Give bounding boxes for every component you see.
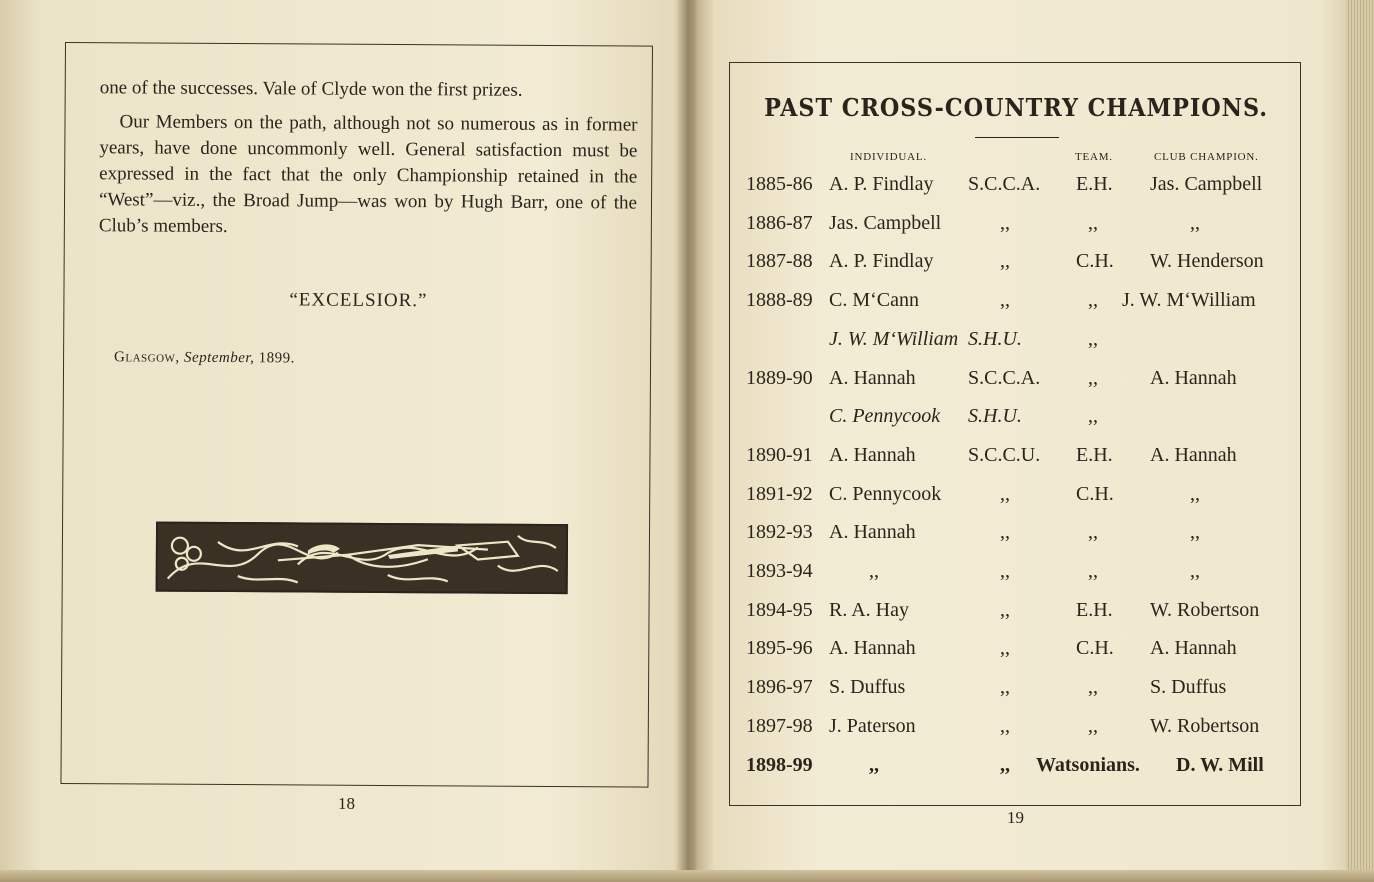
paragraph-2: Our Members on the path, although not so numerous as in former years, have done uncommonly well. General satisfaction must be expressed in the fact that the only Championship retained in the “West”—viz., the Broad Jump—was won by Hugh Barr, one of the Club’s members. bbox=[98, 111, 638, 237]
table-row bbox=[730, 173, 1302, 203]
cell-team: ,, bbox=[1088, 366, 1098, 389]
cell-year: 1890-91 bbox=[746, 443, 813, 466]
cell-team: ,, bbox=[1088, 676, 1098, 699]
cell-individual: R. A. Hay bbox=[829, 598, 909, 621]
cell-year: 1891-92 bbox=[746, 482, 813, 505]
table-row bbox=[730, 521, 1302, 551]
table-row bbox=[730, 599, 1302, 629]
cell-association: ,, bbox=[1000, 560, 1010, 582]
table-row bbox=[730, 483, 1302, 513]
cell-team: C.H. bbox=[1076, 482, 1114, 505]
cell-association: ,, bbox=[1000, 521, 1010, 544]
cell-individual: ,, bbox=[869, 560, 879, 582]
cell-individual: A. Hannah bbox=[829, 366, 916, 389]
cell-club-champion: Jas. Campbell bbox=[1150, 173, 1263, 195]
place: Glasgow, bbox=[114, 349, 180, 366]
cell-club-champion: W. Henderson bbox=[1150, 250, 1264, 273]
cell-team: ,, bbox=[1088, 521, 1098, 544]
cell-year: 1887-88 bbox=[746, 250, 813, 273]
page-edges bbox=[1346, 0, 1374, 882]
cell-year: 1886-87 bbox=[746, 211, 813, 234]
cell-individual: ,, bbox=[869, 753, 879, 776]
cell-club-champion: D. W. Mill bbox=[1176, 753, 1264, 776]
cell-team: ,, bbox=[1088, 560, 1098, 582]
cell-individual: A. Hannah bbox=[829, 521, 916, 544]
place-date bbox=[114, 349, 295, 367]
cell-club-champion: ,, bbox=[1190, 482, 1200, 505]
cell-club-champion: W. Robertson bbox=[1150, 714, 1260, 737]
cell-individual: C. Pennycook bbox=[829, 482, 942, 505]
cell-individual: S. Duffus bbox=[829, 676, 906, 699]
cell-association: ,, bbox=[1000, 753, 1010, 776]
cell-association: ,, bbox=[1000, 250, 1010, 273]
table-row bbox=[730, 212, 1302, 242]
cell-club-champion: S. Duffus bbox=[1150, 676, 1227, 699]
book-bottom-edge bbox=[0, 870, 1374, 882]
cell-association: S.C.C.U. bbox=[968, 443, 1041, 466]
cell-individual: A. P. Findlay bbox=[829, 250, 934, 273]
right-page-frame bbox=[729, 62, 1301, 806]
cell-individual: C. Pennycook bbox=[829, 405, 941, 428]
table-row bbox=[730, 676, 1302, 706]
cell-team: ,, bbox=[1088, 289, 1098, 312]
cell-year: 1897-98 bbox=[746, 714, 813, 737]
cell-team: C.H. bbox=[1076, 637, 1114, 660]
page-number-right: 19 bbox=[1007, 808, 1024, 827]
cell-year: 1892-93 bbox=[746, 521, 813, 544]
cell-club-champion: A. Hannah bbox=[1150, 637, 1237, 660]
table-row bbox=[730, 405, 1302, 435]
table-row bbox=[730, 289, 1302, 319]
cell-team: C.H. bbox=[1076, 250, 1114, 273]
cell-individual: J. Paterson bbox=[829, 714, 916, 737]
cell-year: 1888-89 bbox=[746, 289, 813, 312]
cell-club-champion: W. Robertson bbox=[1150, 598, 1260, 621]
cell-year: 1889-90 bbox=[746, 366, 813, 389]
cell-association: S.C.C.A. bbox=[968, 366, 1041, 389]
month: September, bbox=[183, 349, 255, 367]
header-individual: INDIVIDUAL. bbox=[850, 151, 927, 163]
page-number-left: 18 bbox=[338, 794, 355, 813]
cell-club-champion: ,, bbox=[1190, 211, 1200, 234]
cell-individual: C. M‘Cann bbox=[829, 289, 919, 312]
cell-individual: Jas. Campbell bbox=[829, 211, 942, 234]
header-club-champion: CLUB CHAMPION. bbox=[1154, 151, 1259, 163]
cell-club-champion: A. Hannah bbox=[1150, 443, 1237, 466]
cell-year: 1896-97 bbox=[746, 676, 813, 699]
cell-team: ,, bbox=[1088, 211, 1098, 234]
cell-club-champion: ,, bbox=[1190, 560, 1200, 582]
ornament-engraving bbox=[156, 522, 568, 595]
title-rule bbox=[975, 137, 1059, 138]
left-page-frame bbox=[60, 42, 653, 788]
cell-team: ,, bbox=[1088, 405, 1098, 428]
cell-association: S.H.U. bbox=[968, 405, 1022, 428]
cell-association: ,, bbox=[1000, 637, 1010, 660]
cell-association: S.H.U. bbox=[968, 327, 1022, 350]
table-row bbox=[730, 754, 1302, 784]
cell-year: 1885-86 bbox=[746, 173, 813, 195]
cell-year: 1893-94 bbox=[746, 560, 813, 582]
cell-team: E.H. bbox=[1076, 598, 1113, 621]
table-row bbox=[730, 444, 1302, 474]
cell-year: 1895-96 bbox=[746, 637, 813, 660]
cell-club-champion: A. Hannah bbox=[1150, 366, 1237, 389]
cell-team: ,, bbox=[1088, 714, 1098, 737]
cell-individual: A. Hannah bbox=[829, 443, 916, 466]
cell-association: ,, bbox=[1000, 676, 1010, 699]
year: 1899. bbox=[258, 350, 295, 367]
cell-club-champion: ,, bbox=[1190, 521, 1200, 544]
book-spine bbox=[676, 0, 698, 882]
cell-individual: J. W. M‘William bbox=[829, 327, 959, 350]
cell-association: ,, bbox=[1000, 714, 1010, 737]
cell-team: E.H. bbox=[1076, 173, 1113, 195]
signature: “EXCELSIOR.” bbox=[289, 289, 428, 312]
cell-association: ,, bbox=[1000, 482, 1010, 505]
cell-year: 1894-95 bbox=[746, 598, 813, 621]
page-title: PAST CROSS-COUNTRY CHAMPIONS. bbox=[764, 93, 1268, 122]
table-row bbox=[730, 328, 1302, 358]
cell-association: ,, bbox=[1000, 211, 1010, 234]
cell-team: Watsonians. bbox=[1036, 753, 1140, 776]
cell-association: ,, bbox=[1000, 598, 1010, 621]
table-row bbox=[730, 715, 1302, 745]
table-row bbox=[730, 560, 1302, 590]
header-team: TEAM. bbox=[1075, 151, 1113, 163]
table-row bbox=[730, 250, 1302, 280]
cell-team: E.H. bbox=[1076, 443, 1113, 466]
ornament-icon bbox=[158, 524, 566, 592]
cell-team: ,, bbox=[1088, 327, 1098, 350]
cell-year: 1898-99 bbox=[746, 753, 813, 776]
cell-individual: A. P. Findlay bbox=[829, 173, 934, 195]
cell-association: S.C.C.A. bbox=[968, 173, 1041, 195]
table-row bbox=[730, 367, 1302, 397]
cell-association: ,, bbox=[1000, 289, 1010, 312]
cell-individual: A. Hannah bbox=[829, 637, 916, 660]
cell-club-champion: J. W. M‘William bbox=[1122, 289, 1256, 312]
table-row bbox=[730, 637, 1302, 667]
paragraph-1: one of the successes. Vale of Clyde won the first prizes. bbox=[99, 77, 523, 101]
